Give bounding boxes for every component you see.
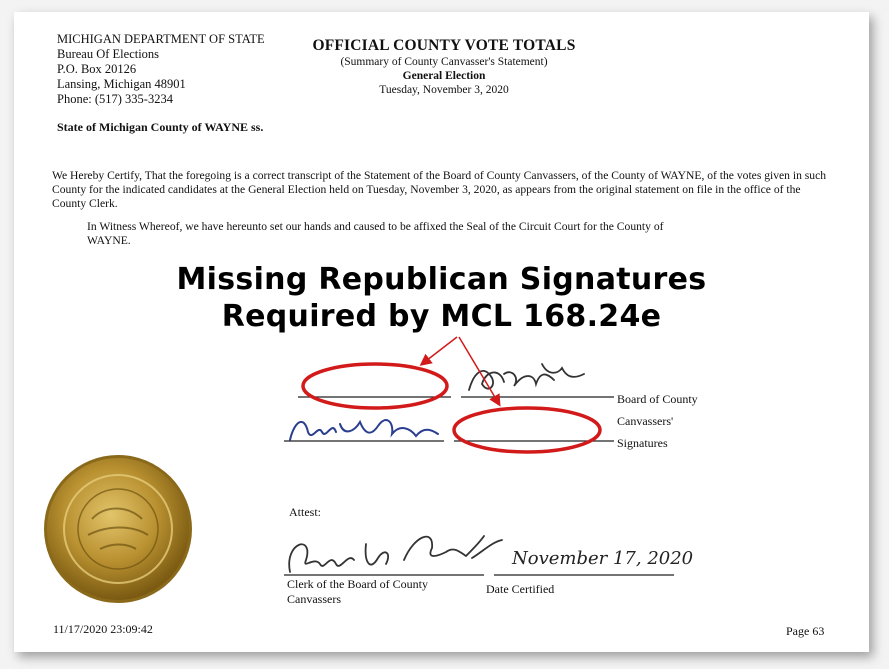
signature-scribble-1: [469, 364, 584, 390]
witness-paragraph: In Witness Whereof, we have hereunto set our hands and caused to be affixed the Seal of the Circuit Court for the County of WAYNE.: [87, 220, 664, 247]
missing-signature-circle-2: [454, 408, 600, 452]
attest-label: Attest:: [289, 505, 321, 519]
po-box: P.O. Box 20126: [57, 62, 137, 76]
document-title: OFFICIAL COUNTY VOTE TOTALS: [312, 37, 576, 54]
clerk-label-line-1: Clerk of the Board of County: [287, 577, 428, 591]
city-line: Lansing, Michigan 48901: [57, 77, 186, 91]
footer-timestamp: 11/17/2020 23:09:42: [53, 622, 153, 636]
department-name: MICHIGAN DEPARTMENT OF STATE: [57, 32, 265, 46]
state-county-line: State of Michigan County of WAYNE ss.: [57, 120, 264, 134]
arrow-to-circle-2: [459, 337, 499, 404]
signature-label-2: Canvassers': [617, 414, 674, 428]
arrow-to-circle-1: [422, 337, 457, 364]
clerk-label: [287, 577, 428, 607]
signature-scribble-2: [290, 420, 438, 440]
annotation-layer: [14, 12, 869, 652]
missing-signature-circle-1: [303, 364, 447, 408]
certification-paragraph: We Hereby Certify, That the foregoing is a correct transcript of the Statement of the Board of County Canvassers, of the County of WAYNE, of the votes given in such County for the indicated candidates at the General Election held on Tuesday, November 3, 2020, as appears from the original statement on file in the office of the County Clerk.: [52, 169, 827, 210]
clerk-signature: [289, 536, 502, 572]
document-subtitle: (Summary of County Canvasser's Statement): [340, 56, 548, 68]
footer-page-number: Page 63: [786, 624, 825, 638]
date-certified-label: Date Certified: [486, 582, 555, 596]
phone-line: Phone: (517) 335-3234: [57, 92, 173, 106]
election-name: General Election: [402, 70, 486, 82]
headline-line-1: Missing Republican Signatures: [176, 262, 707, 297]
headline-line-2: Required by MCL 168.24e: [221, 299, 662, 334]
election-date: Tuesday, November 3, 2020: [379, 84, 509, 96]
handwritten-date: November 17, 2020: [512, 548, 694, 569]
document-page: [14, 12, 869, 652]
clerk-label-line-2: Canvassers: [287, 592, 341, 606]
signature-label-1: Board of County: [617, 392, 698, 406]
gold-seal: [44, 455, 192, 603]
signature-label-3: Signatures: [617, 436, 668, 450]
bureau-name: Bureau Of Elections: [57, 47, 160, 61]
